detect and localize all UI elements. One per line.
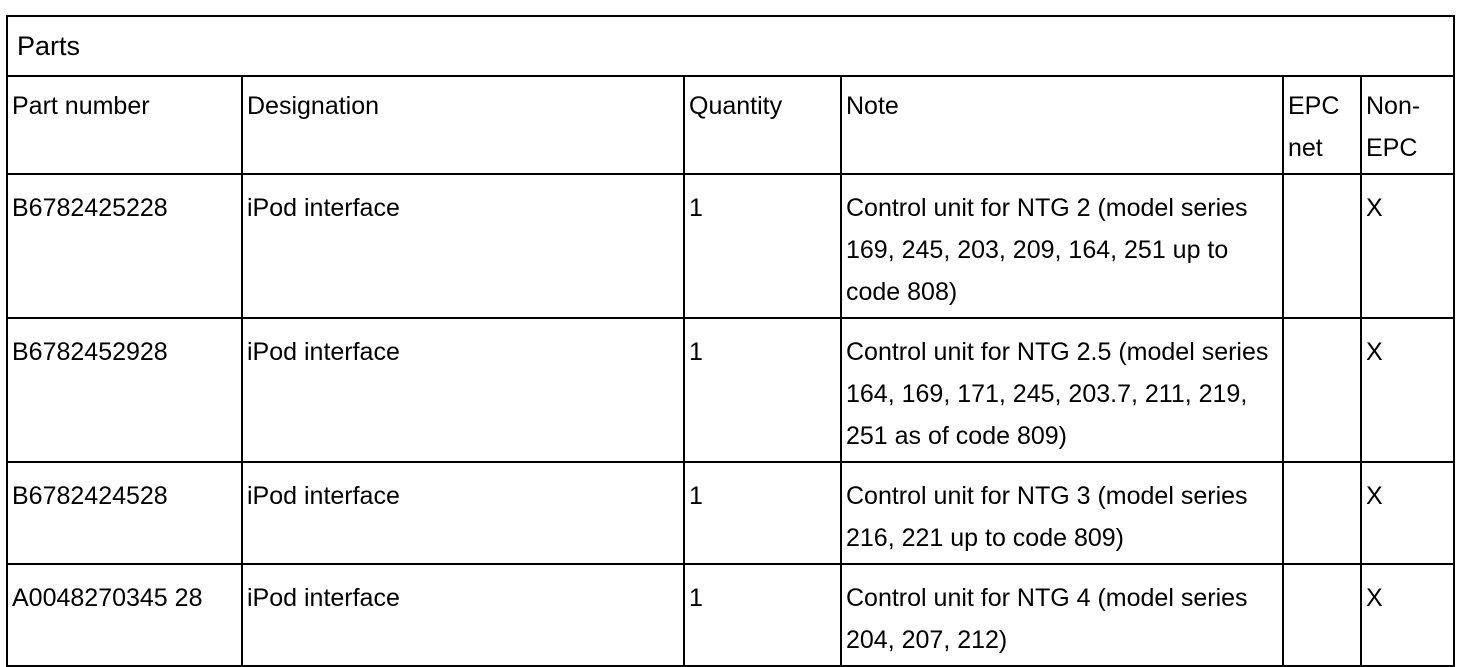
cell-part-number: B6782424528 xyxy=(8,462,242,564)
parts-table-container xyxy=(6,15,1455,667)
cell-designation: iPod interface xyxy=(242,462,684,564)
cell-designation: iPod interface xyxy=(242,318,684,462)
parts-table xyxy=(8,77,1453,665)
cell-designation: iPod interface xyxy=(242,174,684,318)
cell-epc-net xyxy=(1283,174,1361,318)
table-row xyxy=(8,462,1453,564)
header-quantity: Quantity xyxy=(684,77,841,174)
header-row xyxy=(8,77,1453,174)
cell-designation: iPod interface xyxy=(242,564,684,665)
cell-part-number: B6782452928 xyxy=(8,318,242,462)
table-row xyxy=(8,174,1453,318)
cell-quantity: 1 xyxy=(684,318,841,462)
table-row xyxy=(8,318,1453,462)
cell-note: Control unit for NTG 2 (model series 169, 245, 203, 209, 164, 251 up to code 808) xyxy=(841,174,1283,318)
cell-non-epc: X xyxy=(1361,564,1453,665)
cell-quantity: 1 xyxy=(684,462,841,564)
cell-part-number: A0048270345 28 xyxy=(8,564,242,665)
header-epc-net: EPC net xyxy=(1283,77,1361,174)
cell-non-epc: X xyxy=(1361,462,1453,564)
cell-epc-net xyxy=(1283,564,1361,665)
header-non-epc: Non-EPC xyxy=(1361,77,1453,174)
header-designation: Designation xyxy=(242,77,684,174)
cell-quantity: 1 xyxy=(684,564,841,665)
cell-note: Control unit for NTG 4 (model series 204, 207, 212) xyxy=(841,564,1283,665)
cell-quantity: 1 xyxy=(684,174,841,318)
cell-note: Control unit for NTG 2.5 (model series 164, 169, 171, 245, 203.7, 211, 219, 251 as of code 809) xyxy=(841,318,1283,462)
cell-epc-net xyxy=(1283,318,1361,462)
cell-part-number: B6782425228 xyxy=(8,174,242,318)
cell-note: Control unit for NTG 3 (model series 216, 221 up to code 809) xyxy=(841,462,1283,564)
table-title: Parts xyxy=(8,17,1453,77)
header-note: Note xyxy=(841,77,1283,174)
header-part-number: Part number xyxy=(8,77,242,174)
cell-epc-net xyxy=(1283,462,1361,564)
cell-non-epc: X xyxy=(1361,174,1453,318)
table-row xyxy=(8,564,1453,665)
cell-non-epc: X xyxy=(1361,318,1453,462)
